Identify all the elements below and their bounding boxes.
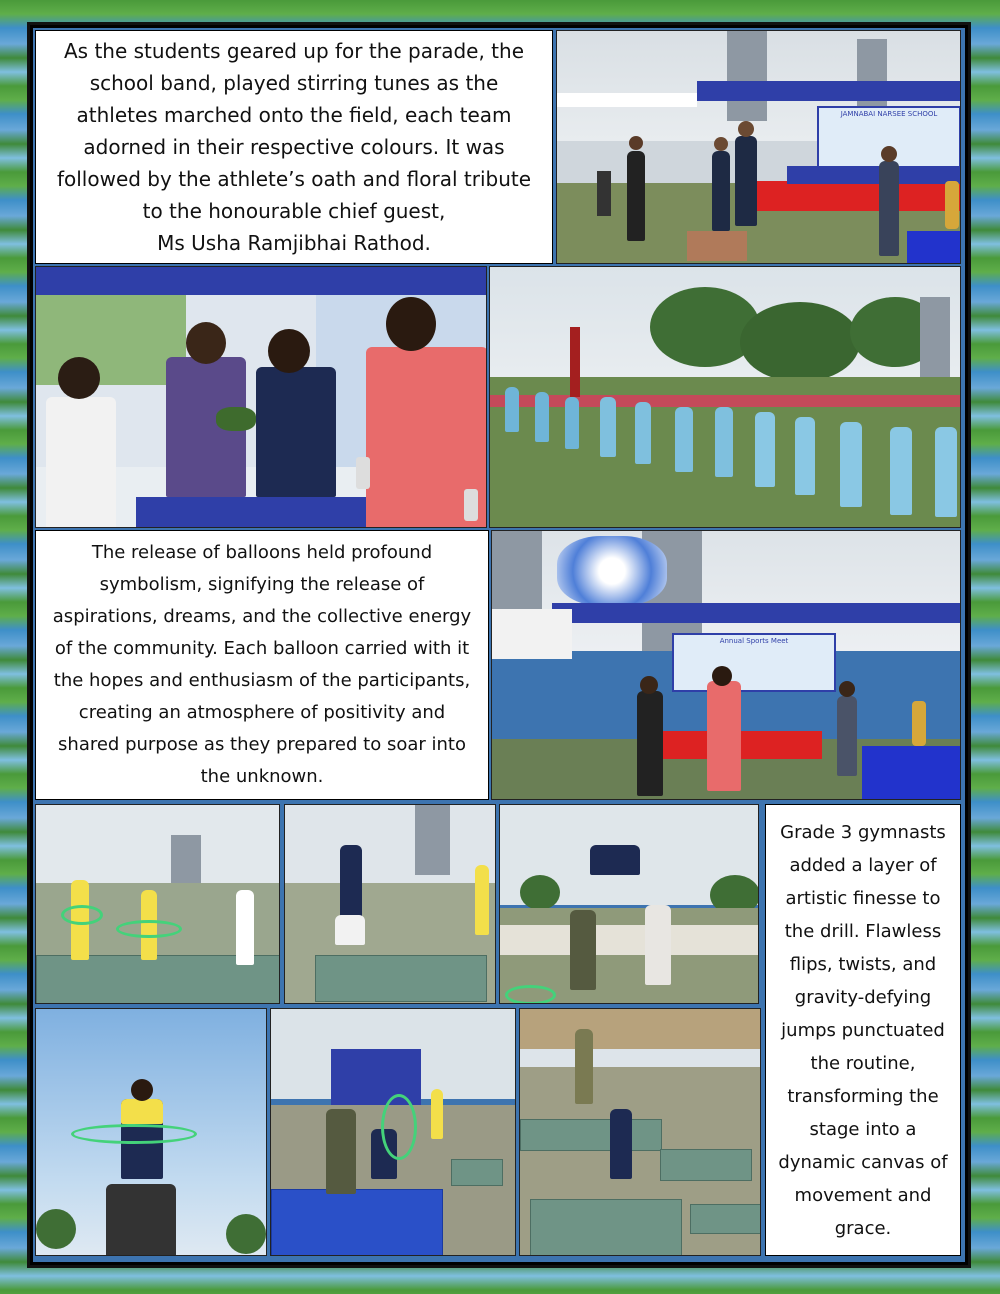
balloons-text-box [35,530,489,800]
parade-text-box [35,30,553,264]
gymnasts-text-box [765,804,961,1256]
photo-parade-march [489,266,961,528]
photo-gymnast-balance [35,1008,267,1256]
gymnasts-text: Grade 3 gymnasts added a layer of artistic finesse to the drill. Flawless flips, twists, and gravity-defying jumps punctuated the routine, transforming the stage into a dynamic canvas of movement and grace. [778,821,948,1239]
photo-gymnast-flip [499,804,759,1004]
balloon-banner-event: Annual Sports Meet [719,637,789,645]
photo-gymnast-handstand [284,804,496,1004]
parade-text: As the students geared up for the parade, the school band, played stirring tunes as the athletes marched onto the field, each team adorned in their respective colours. It was followed by the athlete’s oath and floral tribute to the honourable chief guest, Ms Usha Ramjibhai Rathod. [56,39,532,255]
photo-balloon-release [491,530,961,800]
photo-gymnasts-hoops [35,804,280,1004]
photo-floral-tribute [35,266,487,528]
balloons-text: The release of balloons held profound symbolism, signifying the release of aspirations, dreams, and the collective energy of the community. Each balloon carried with it the hopes and enthusiasm of the participants, creating an atmosphere of positivity and shared purpose as they prepared to soar into the unknown. [52,542,472,787]
photo-gymnast-landing [519,1008,761,1256]
photo-athletes-oath [556,30,961,264]
oath-banner-school: JAMNABAI NARSEE SCHOOL [840,110,938,118]
photo-gymnast-cartwheel [270,1008,516,1256]
